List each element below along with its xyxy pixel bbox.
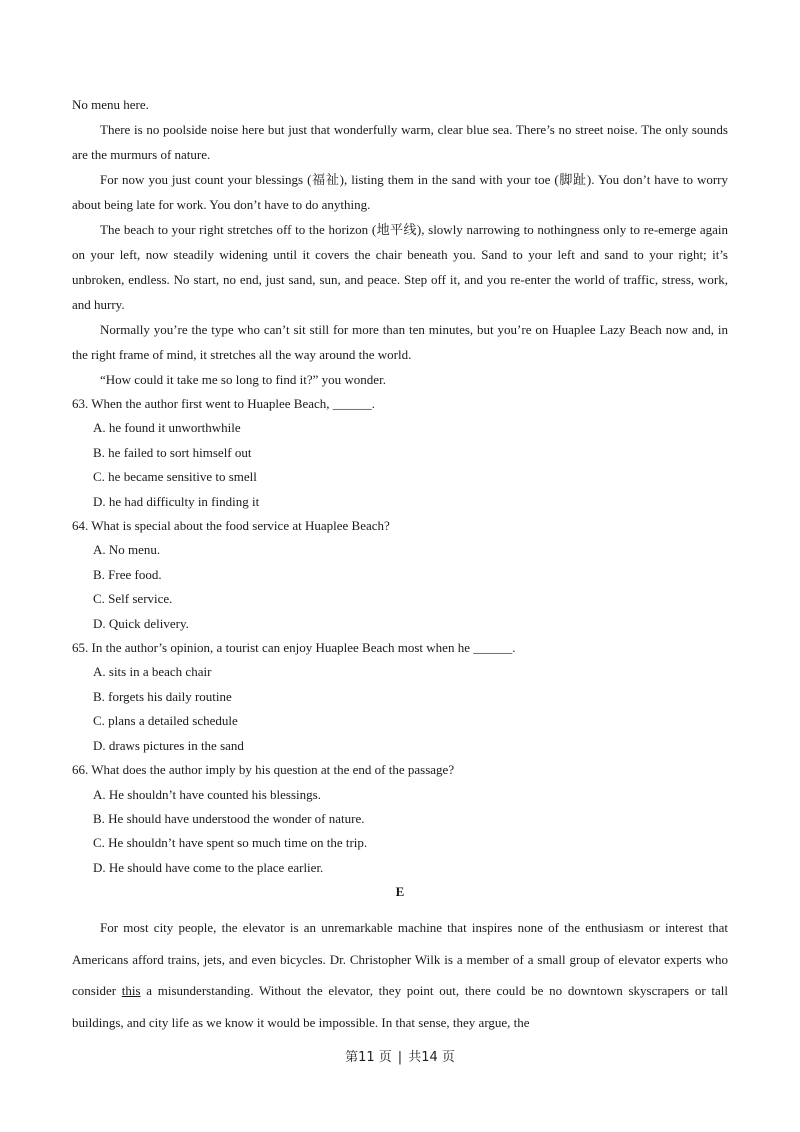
passage-paragraph-4: The beach to your right stretches off to the horizon (地平线), slowly narrowing to nothingness only to re-emerge again on your left, now steadily widening until it covers the chair beneath you. Sand to your left and sand to your right; it’s unbroken, endless. No start, no end, just sand, sun, and peace. Step off it, and you re-enter the world of traffic, stress, work, and hurry. [72,222,728,312]
question-63 [72,392,728,514]
passage-paragraph-3: For now you just count your blessings (福祉), listing them in the sand with your toe (脚趾). You don’t have to worry about being late for work. You don’t have to do anything. [72,172,728,212]
total-pages: 共14 页 [408,1050,455,1065]
section-heading-e: E [395,884,405,900]
option-a: A. No menu. [93,542,161,558]
option-b: B. he failed to sort himself out [93,444,252,460]
option-d: D. He should have come to the place earlier. [93,859,324,875]
question-stem: 64. What is special about the food service at Huaplee Beach? [72,518,390,534]
option-b: B. forgets his daily routine [93,688,232,704]
section-e-text-after: a misunderstanding. Without the elevator, they point out, there could be no downtown skyscrapers or tall buildings, and city life as we know it would be impossible. In that sense, they argue, the [72,983,728,1030]
document-page [72,92,728,1038]
option-c: C. he became sensitive to smell [93,469,257,485]
option-a: A. he found it unworthwhile [93,420,241,436]
page-number: 第11 页 [345,1050,392,1065]
passage-paragraph-5: Normally you’re the type who can’t sit still for more than ten minutes, but you’re on Huaplee Lazy Beach now and, in the right frame of mind, it stretches all the way around the world. [72,322,728,362]
passage-paragraph-6: “How could it take me so long to find it?” you wonder. [100,372,386,387]
option-d: D. he had difficulty in finding it [93,493,260,509]
option-a: A. He shouldn’t have counted his blessings. [93,786,321,802]
section-e-paragraph [72,912,728,1038]
option-a: A. sits in a beach chair [93,664,212,680]
question-stem: 63. When the author first went to Huaplee Beach, ______. [72,396,376,411]
question-65 [72,636,728,758]
passage-paragraph-1: No menu here. [72,97,149,112]
option-b: B. He should have understood the wonder of nature. [93,810,365,826]
question-stem: 65. In the author’s opinion, a tourist can enjoy Huaplee Beach most when he ______. [72,640,516,656]
page-footer [0,1046,800,1065]
option-d: D. draws pictures in the sand [93,737,244,753]
option-c: C. Self service. [93,591,173,607]
option-c: C. plans a detailed schedule [93,713,238,729]
option-d: D. Quick delivery. [93,615,189,631]
footer-separator: | [397,1050,403,1065]
passage-paragraph-2: There is no poolside noise here but just that wonderfully warm, clear blue sea. There’s no street noise. The only sounds are the murmurs of nature. [72,122,728,162]
question-stem: 66. What does the author imply by his question at the end of the passage? [72,762,455,778]
underlined-word: this [121,983,141,999]
question-66 [72,758,728,880]
option-b: B. Free food. [93,566,162,582]
question-64 [72,514,728,636]
option-c: C. He shouldn’t have spent so much time on the trip. [93,835,368,851]
section-e-text-before: For most city people, the elevator is an unremarkable machine that inspires none of the enthusiasm or interest that Americans afford trains, jets, and even bicycles. Dr. Christopher Wilk is a member of a small group of elevator experts who consider [72,920,728,999]
